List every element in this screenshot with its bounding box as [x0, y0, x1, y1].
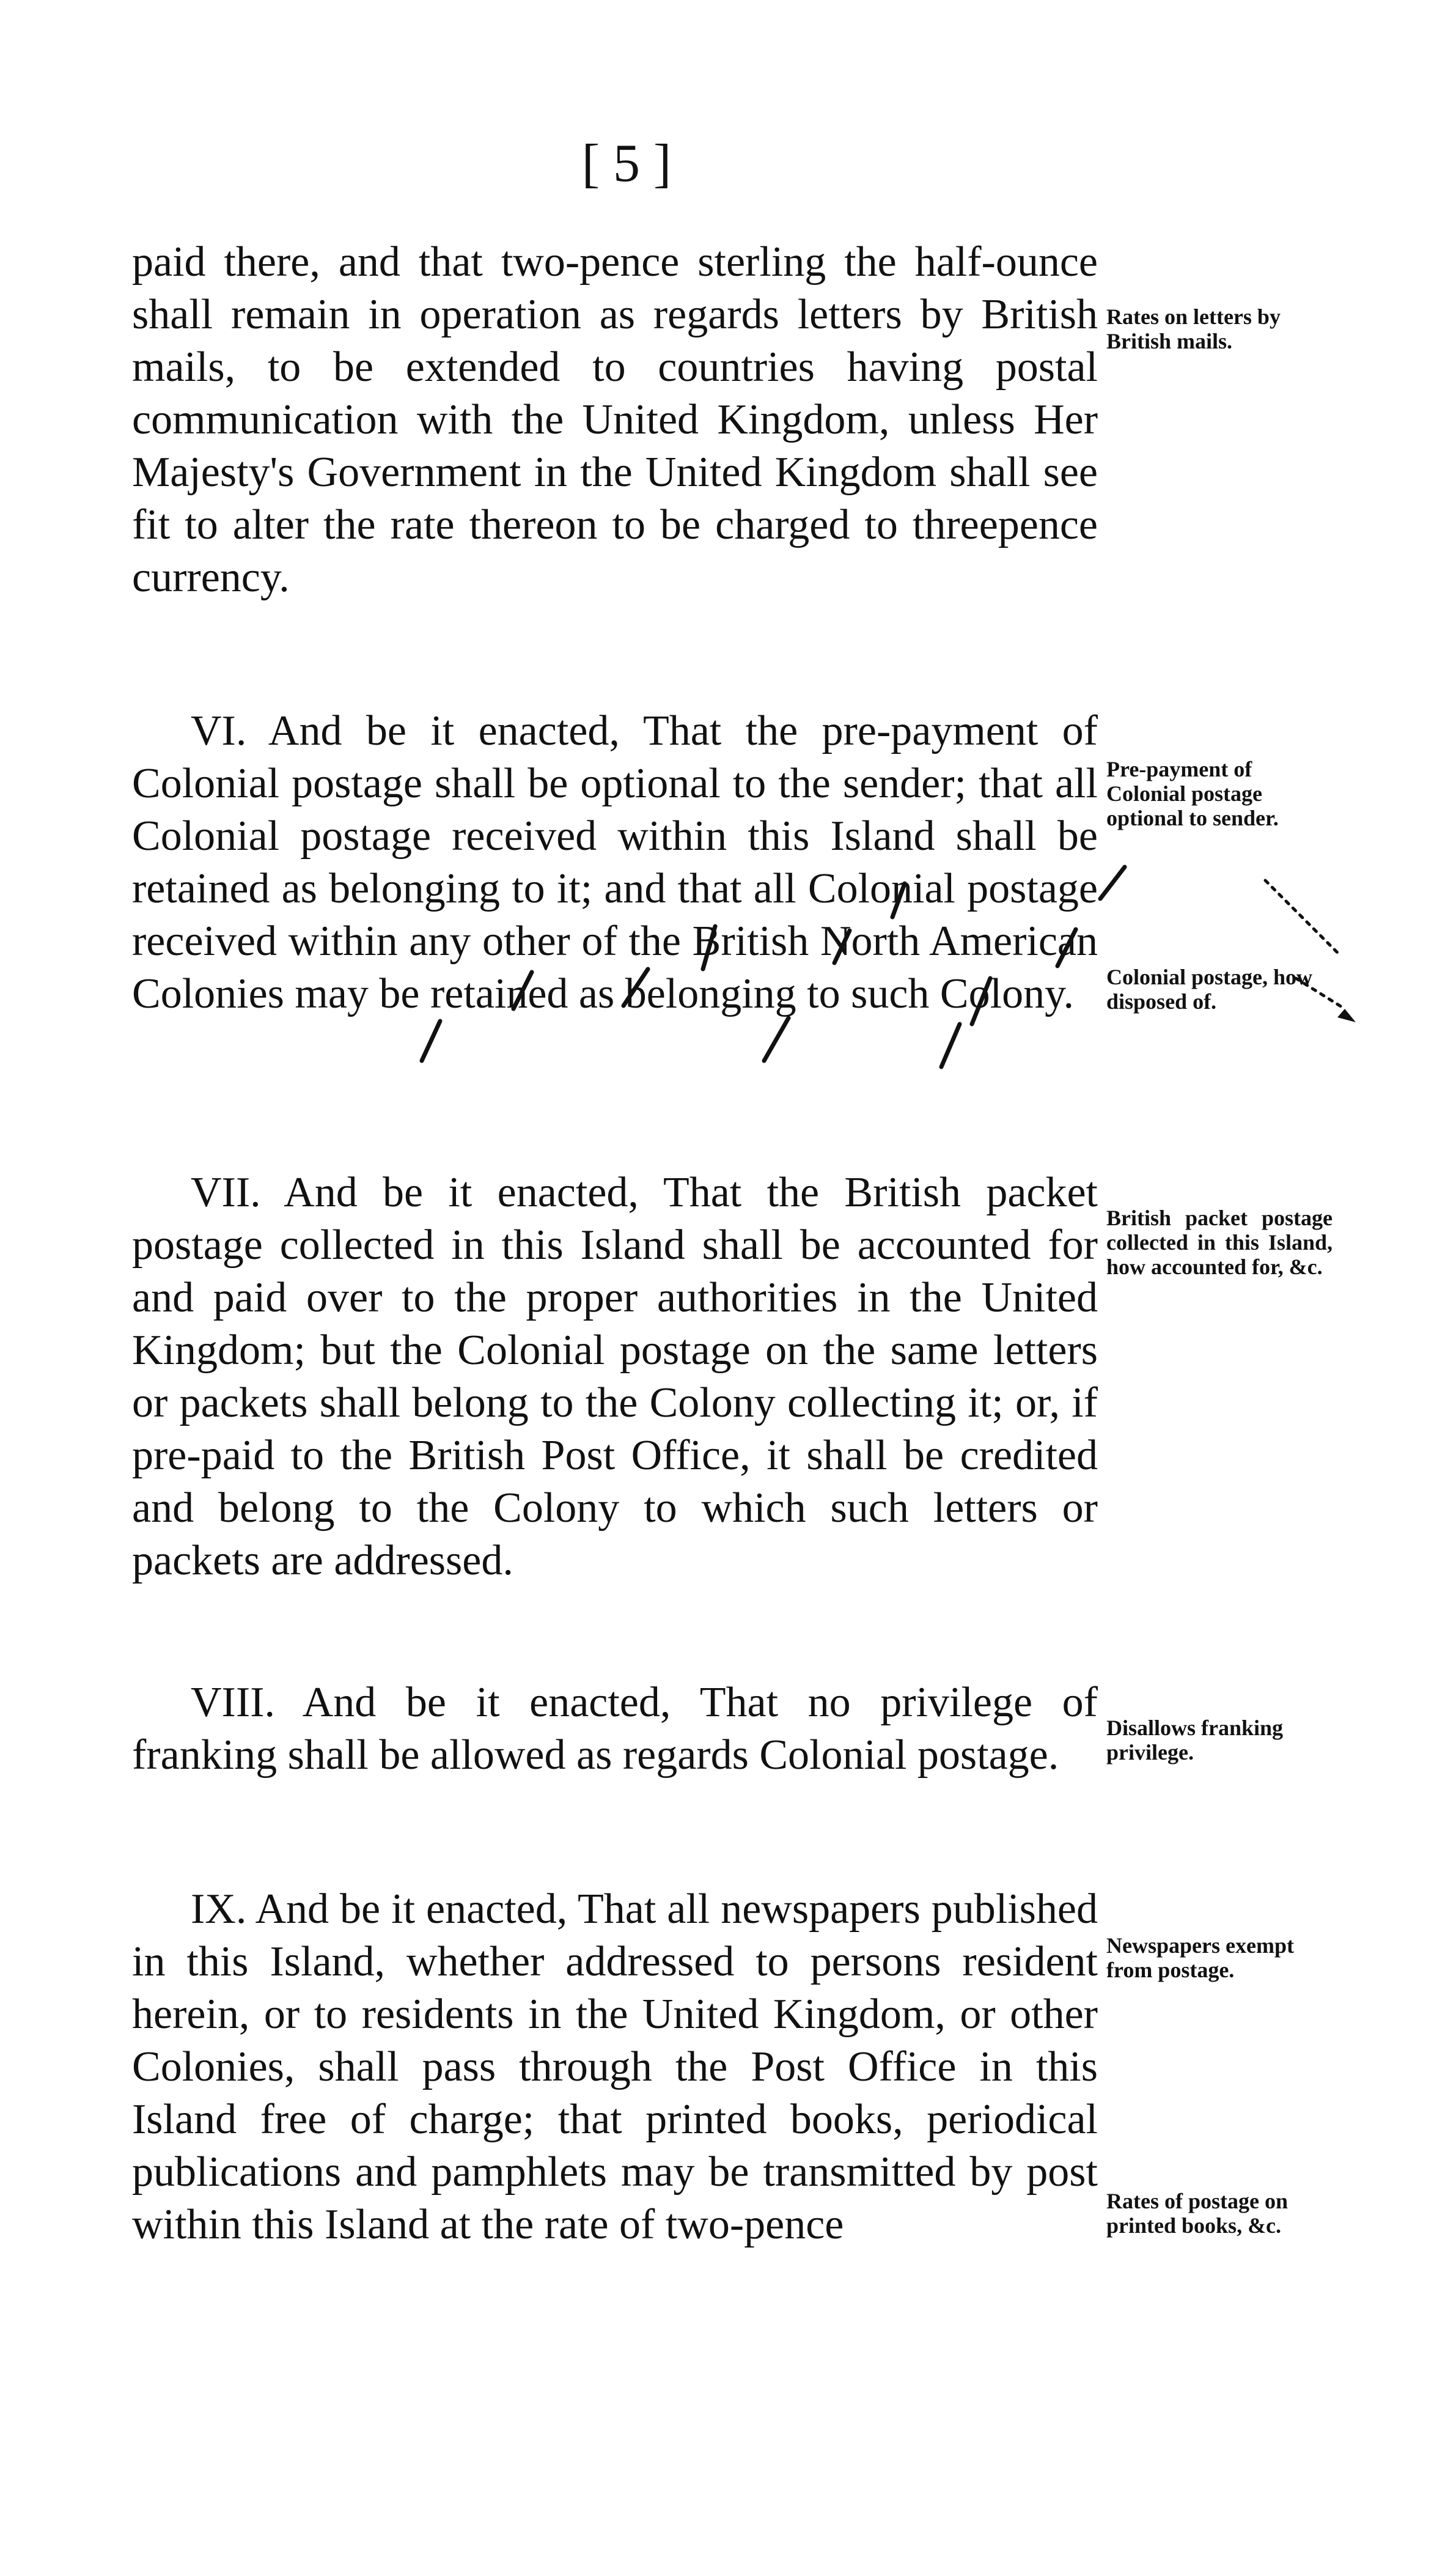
dotted-guide-line: [1265, 880, 1339, 954]
paragraph-continued: paid there, and that two-pence sterling the half-ounce shall remain in operation as regards letters by British mails, to be extended to countries having postal communication with the United Kingdom, unless Her Majesty's Government in the United Kingdom shall see fit to alter the rate thereon to be charged to threepence currency.: [132, 238, 1098, 601]
margin-note-newspapers: Newspapers exempt from postage.: [1106, 1933, 1294, 1982]
strike-mark-1: [1100, 867, 1125, 899]
page-number: [ 5 ]: [581, 134, 672, 193]
pointer-arrowhead: [1337, 1009, 1356, 1022]
margin-note-prepayment: Pre-payment of Colonial postage optional to sender.: [1106, 757, 1279, 830]
margin-note-printed-books: Rates of postage on printed books, &c.: [1106, 2189, 1288, 2238]
margin-note-rates-letters: Rates on letters by British mails.: [1106, 304, 1281, 353]
margin-note-british-packet: British packet postage collected in this Island, how accounted for, &c.: [1106, 1206, 1333, 1279]
paragraph-section-viii: VIII. And be it enacted, That no privilege of franking shall be allowed as regards Colonial postage.: [132, 1679, 1098, 1779]
paragraph-section-ix: IX. And be it enacted, That all newspapers published in this Island, whether addressed to persons resident herein, or to residents in the United Kingdom, or other Colonies, shall pass through the Post Office in this Island free of charge; that printed books, periodical publications and pamphlets may be transmitted by post within this Island at the rate of two-pence: [132, 1886, 1098, 2248]
strike-mark-11: [941, 1024, 960, 1067]
paragraph-section-vi: VI. And be it enacted, That the pre-payment of Colonial postage shall be optional to the sender; that all Colonial postage received within this Island shall be retained as belonging to it; and that all Colonial postage received within any other of the British North American Colonies may be retained as belonging to such Colony.: [132, 707, 1098, 1017]
strike-mark-9: [422, 1021, 440, 1061]
margin-note-colonial-postage: Colonial postage, how disposed of.: [1106, 965, 1313, 1014]
margin-note-franking: Disallows franking privilege.: [1106, 1716, 1284, 1765]
strike-mark-10: [764, 1018, 789, 1061]
paragraph-section-vii: VII. And be it enacted, That the British packet postage collected in this Island shall be accounted for and paid over to the proper authorities in the United Kingdom; but the Colonial postage on the same letters or packets shall belong to the Colony collecting it; or, if pre-paid to the British Post Office, it shall be credited and belong to the Colony to which such letters or packets are addressed.: [132, 1169, 1098, 1584]
